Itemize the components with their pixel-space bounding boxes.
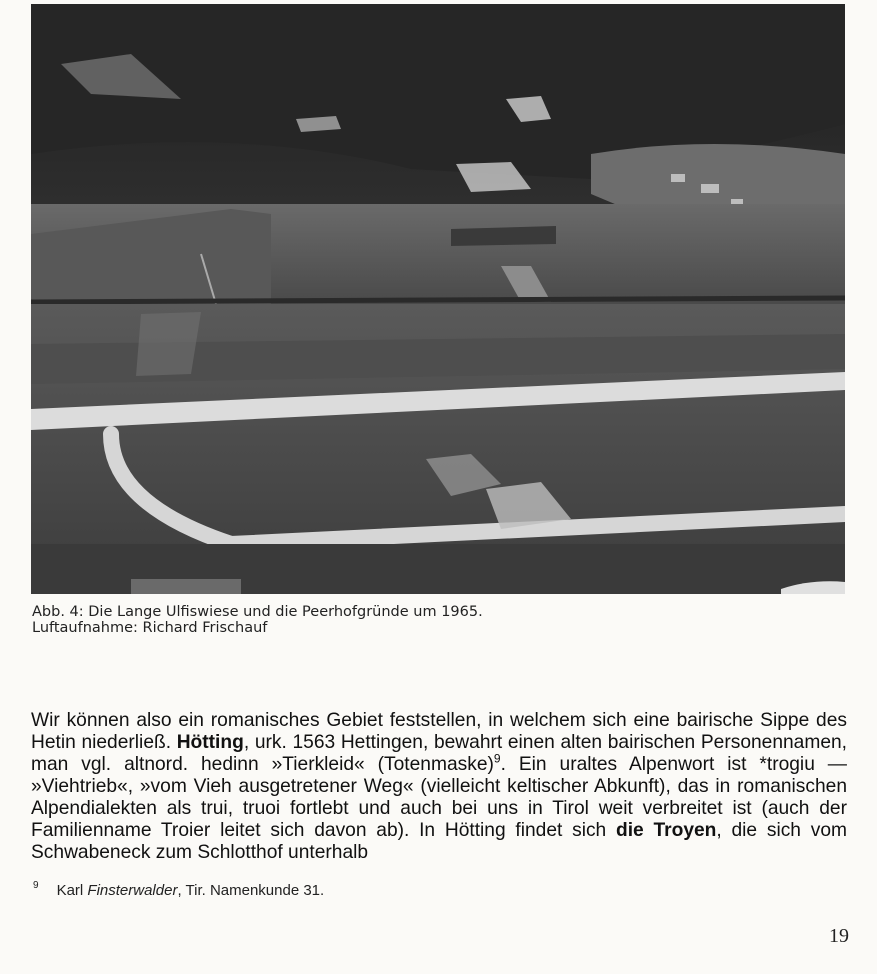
caption-line-credit: Luftaufnahme: Richard Frischauf	[32, 620, 268, 636]
body-text-segment: , die sich vom Schwabeneck zum Schlotthof unterhalb	[31, 820, 847, 863]
page-number: 19	[829, 925, 849, 947]
bold-term-troyen: die Troyen	[616, 820, 717, 841]
aerial-photograph	[31, 4, 845, 594]
footnote-author-last: Finsterwalder	[87, 882, 178, 899]
body-text-segment: , urk. 1563 Hettingen, bewahrt einen alten bairischen Personennamen, man vgl. altnord. hedinn »Tierkleid« (Totenmaske)	[31, 732, 847, 775]
body-text-segment: . Ein uraltes Alpenwort ist *trogiu — »Viehtrieb«, »vom Vieh ausgetretener Weg« (vielleicht keltischer Abkunft), das in romanischen Alpendialekten als trui, truoi fortlebt und auch bei uns in Tirol weit verbreitet ist (auch der Familienname Troier leitet sich davon ab). In Hötting findet sich	[31, 754, 847, 841]
footnote	[33, 882, 813, 899]
footnote-author-first: Karl	[56, 882, 88, 899]
aerial-photo-illustration	[31, 4, 845, 594]
footnote-reference[interactable]: 9	[493, 751, 501, 766]
body-paragraph	[31, 710, 847, 864]
bold-term-hoetting: Hötting	[176, 732, 244, 753]
figure-caption	[32, 604, 812, 636]
footnote-number: 9	[33, 880, 39, 891]
footnote-reference-text: , Tir. Namenkunde 31.	[177, 882, 325, 899]
body-text-segment: Wir können also ein romanisches Gebiet feststellen, in welchem sich eine bairische Sippe des Hetin niederließ.	[31, 710, 847, 753]
caption-line-title: Abb. 4: Die Lange Ulfiswiese und die Peerhofgründe um 1965.	[32, 604, 483, 620]
